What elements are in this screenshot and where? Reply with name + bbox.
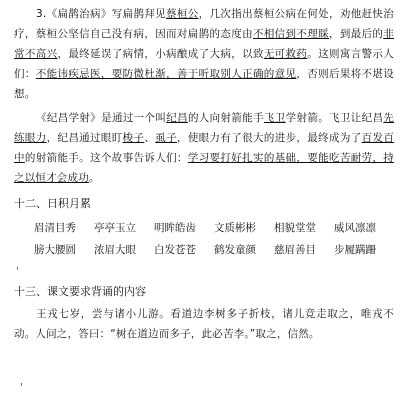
- text-segment: 、: [144, 132, 156, 144]
- underlined-phrase: 学习要打好扎实的基础，要能吃苦耐劳，持之以恒才会成功: [14, 152, 394, 184]
- underlined-phrase: 虱子: [155, 132, 177, 144]
- text-segment: 学射箭。飞卫让纪昌: [285, 112, 384, 124]
- stray-mark: ': [20, 382, 23, 393]
- text-segment: ，最终延误了病情，小病酿成了大病，以致: [57, 48, 264, 60]
- underlined-phrase: 无可救药: [263, 48, 308, 60]
- text-segment: ，使眼力有了很大的进步，最终成为了: [176, 132, 362, 144]
- idiom: 白发苍苍: [154, 244, 196, 256]
- text-segment: 《纪昌学射》是通过一个叫: [36, 112, 167, 124]
- idiom: 膀大腰圆: [34, 244, 76, 256]
- underlined-phrase: 百发百中: [14, 132, 395, 164]
- idiom-row-2: [34, 240, 394, 260]
- text-segment: 。这则寓言警示人们：: [14, 48, 394, 80]
- underlined-phrase: 不相信到不理睬: [252, 28, 329, 40]
- paragraph-wangrong: 王戎七岁，尝与诸小儿游。看道边李树多子折枝，诸儿竞走取之，唯戎不动。人问之，答曰：“树在道边而多子，此必苦李。”取之，信然。: [14, 308, 394, 340]
- idiom: 威风凛凛: [334, 222, 376, 234]
- underlined-phrase: 飞卫: [263, 112, 286, 124]
- underlined-phrase: 梭子: [122, 132, 145, 144]
- idiom: 明眸皓齿: [154, 222, 196, 234]
- text-segment: ，到最后的: [328, 28, 384, 40]
- underlined-phrase: 蔡桓公: [166, 8, 199, 20]
- paragraph-bianque: [14, 4, 394, 104]
- section-heading-12: 十二、日积月累: [14, 197, 91, 210]
- text-segment: 的人向射箭能手: [187, 112, 264, 124]
- idiom: 相貌堂堂: [274, 222, 316, 234]
- text-segment: ，纪昌通过眼盯: [46, 132, 123, 144]
- text-segment: ，否则后果将不堪设想。: [14, 68, 394, 100]
- text-segment: 。: [88, 172, 100, 184]
- idiom: 文质彬彬: [214, 222, 256, 234]
- idiom: 亭亭玉立: [94, 222, 136, 234]
- stray-mark: ': [16, 266, 19, 277]
- underlined-phrase: 纪昌: [166, 112, 188, 124]
- idiom: 步履蹒跚: [334, 244, 376, 256]
- underlined-phrase: 先练眼力: [14, 112, 395, 144]
- section-heading-13: 十三、课文要求背诵的内容: [14, 285, 146, 298]
- underlined-phrase: 不能讳疾忌医，要防微杜渐，善于听取别人正确的意见: [35, 68, 297, 80]
- idiom: 慈眉善目: [274, 244, 316, 256]
- text-segment: ，几次指出蔡桓公病在何处，劝他赶快治疗，蔡桓公坚信自己没有病，因而对扁鹊的态度由: [14, 8, 394, 40]
- idiom: 眉清目秀: [34, 222, 76, 234]
- text-segment: 的射箭能手。这个故事告诉人们：: [24, 152, 188, 164]
- text-segment: 《扁鹊治病》写扁鹊拜见: [46, 8, 167, 20]
- paragraph-jichang: [14, 108, 394, 188]
- underlined-phrase: 非常不高兴: [14, 28, 394, 60]
- idiom: 浓眉大眼: [94, 244, 136, 256]
- idiom: 鹤发童颜: [214, 244, 256, 256]
- idiom-row-1: [34, 218, 394, 238]
- item-number: 3.: [36, 8, 47, 20]
